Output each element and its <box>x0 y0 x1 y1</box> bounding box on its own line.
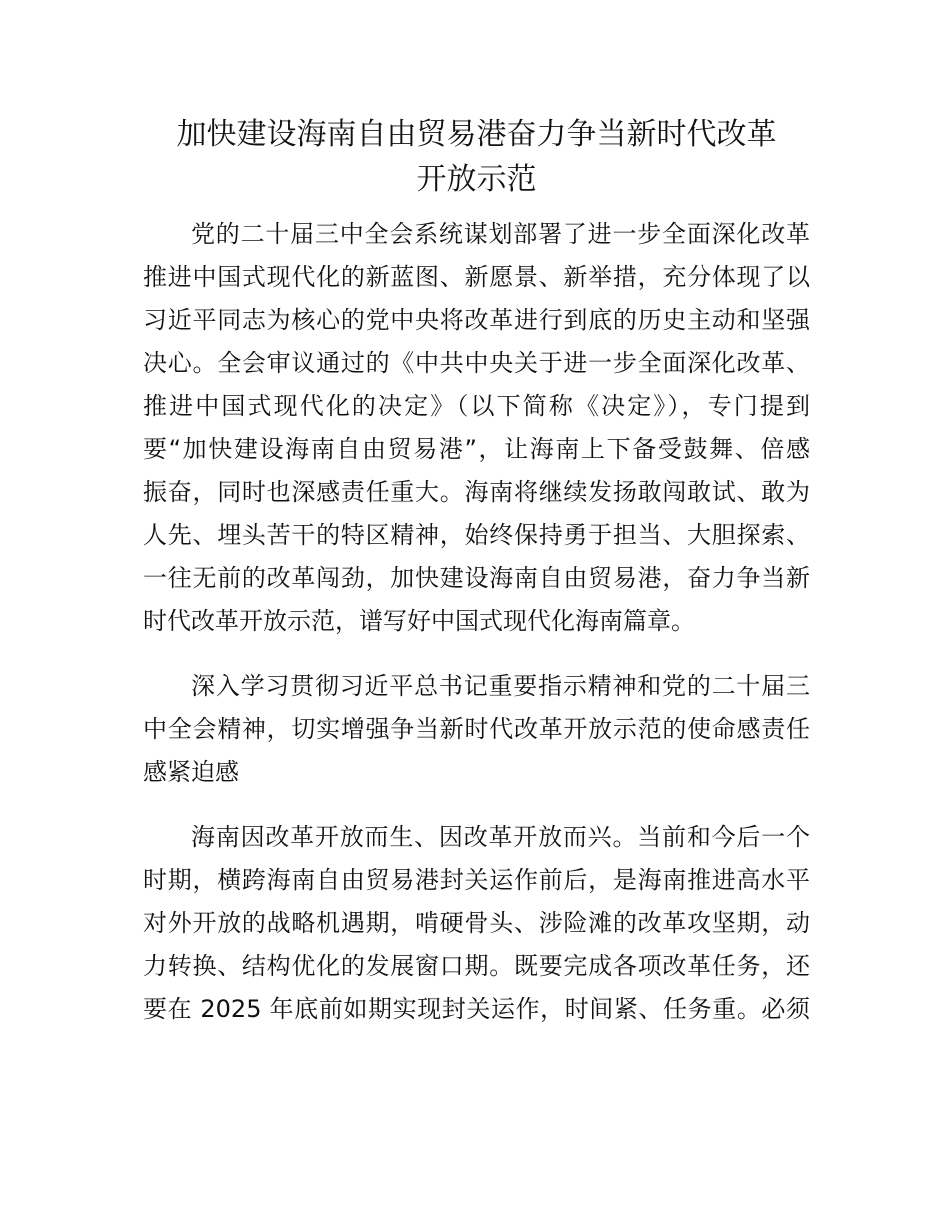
paragraph-3 <box>143 816 810 1031</box>
title-line: 加快建设海南自由贸易港奋力争当新时代改革 <box>176 117 777 152</box>
document-title <box>143 112 810 202</box>
text-line: 时期，横跨海南自由贸易港封关运作前后，是海南推进高水平 <box>143 866 810 894</box>
text-line: 要在 2025 年底前如期实现封关运作，时间紧、任务重。必须 <box>143 995 810 1023</box>
text-line: 力转换、结构优化的发展窗口期。既要完成各项改革任务，还 <box>143 952 810 980</box>
text-line: 决心。全会审议通过的《中共中央关于进一步全面深化改革、 <box>143 349 810 377</box>
text-line: 振奋，同时也深感责任重大。海南将继续发扬敢闯敢试、敢为 <box>143 478 810 506</box>
text-line: 海南因改革开放而生、因改革开放而兴。当前和今后一个 <box>191 823 810 851</box>
paragraph-1 <box>143 213 810 643</box>
text-line: 时代改革开放示范，谱写好中国式现代化海南篇章。 <box>143 607 695 635</box>
text-line: 推进中国式现代化的新蓝图、新愿景、新举措，充分体现了以 <box>143 263 810 291</box>
text-line: 党的二十届三中全会系统谋划部署了进一步全面深化改革 <box>191 220 810 248</box>
text-line: 推进中国式现代化的决定》（以下简称《决定》），专门提到 <box>143 392 810 420</box>
text-line: 一往无前的改革闯劲，加快建设海南自由贸易港，奋力争当新 <box>143 564 810 592</box>
text-line: 感紧迫感 <box>143 758 239 786</box>
text-line: 人先、埋头苦干的特区精神，始终保持勇于担当、大胆探索、 <box>143 521 810 549</box>
text-line: 深入学习贯彻习近平总书记重要指示精神和党的二十届三 <box>191 672 810 700</box>
title-line: 开放示范 <box>416 162 537 197</box>
text-line: 对外开放的战略机遇期，啃硬骨头、涉险滩的改革攻坚期，动 <box>143 909 810 937</box>
document-body <box>143 213 810 1053</box>
text-line: 要“加快建设海南自由贸易港”，让海南上下备受鼓舞、倍感 <box>143 435 810 463</box>
text-line: 习近平同志为核心的党中央将改革进行到底的历史主动和坚强 <box>143 306 810 334</box>
paragraph-2-heading <box>143 665 810 794</box>
text-line: 中全会精神，切实增强争当新时代改革开放示范的使命感责任 <box>143 715 810 743</box>
